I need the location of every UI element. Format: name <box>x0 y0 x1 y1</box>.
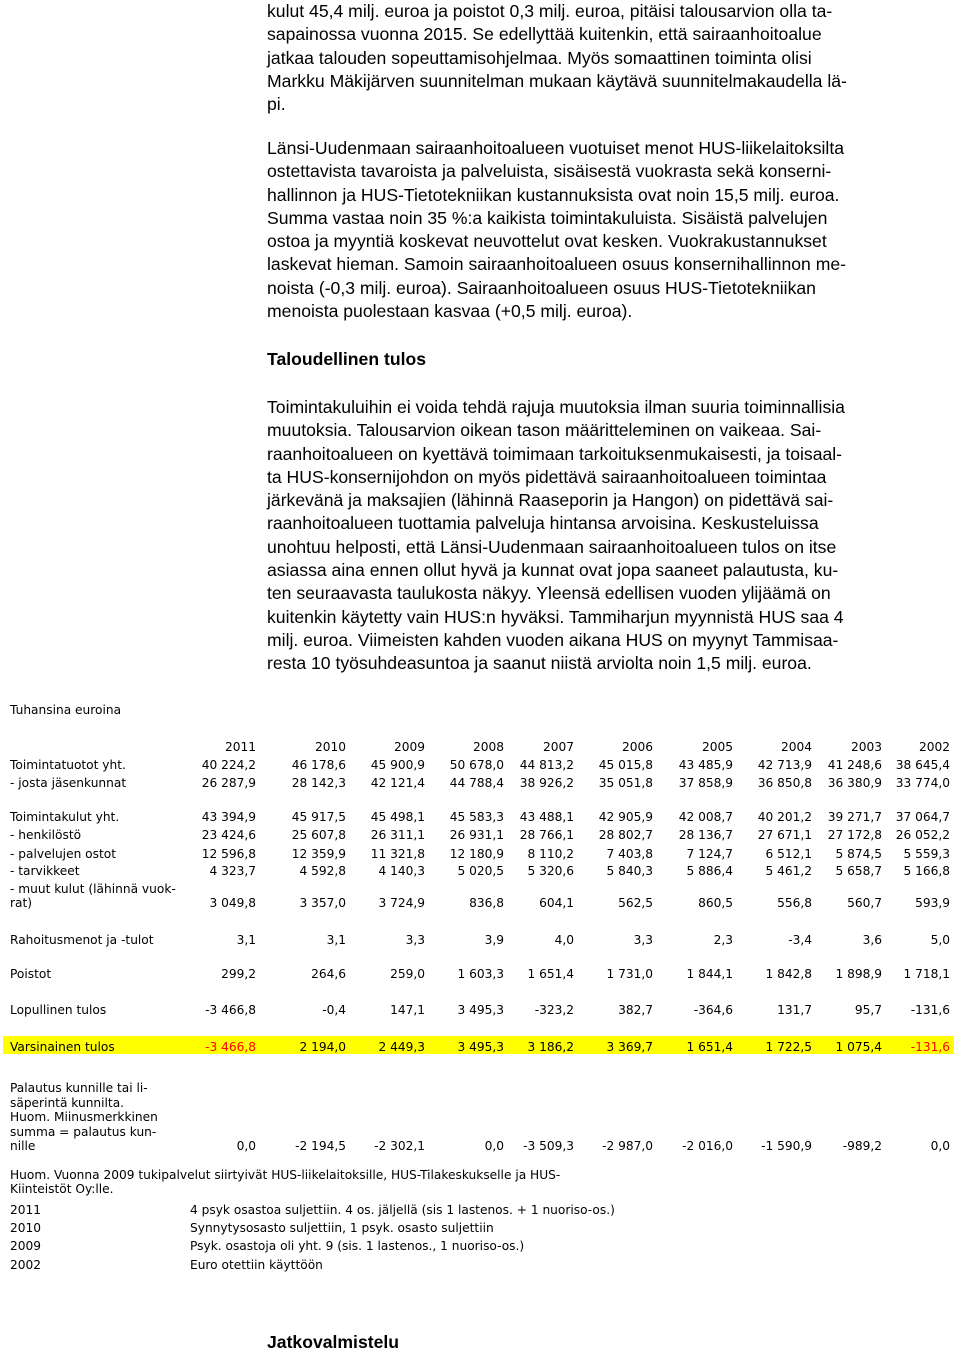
table-cell: 5 559,3 <box>903 847 950 861</box>
year-note-year: 2011 <box>10 1203 42 1217</box>
table-cell: -989,2 <box>842 1139 882 1153</box>
table-cell: 259,0 <box>390 967 425 981</box>
table-cell: 28 136,7 <box>678 828 733 842</box>
table-row <box>0 847 960 861</box>
table-cell: 40 224,2 <box>201 758 256 772</box>
table-cell: 3,9 <box>484 933 504 947</box>
table-row-label: Poistot <box>10 967 52 981</box>
table-cell: -2 194,5 <box>295 1139 346 1153</box>
table-cell: 37 064,7 <box>895 810 950 824</box>
table-cell: 27 671,1 <box>757 828 812 842</box>
table-cell: 42 713,9 <box>757 758 812 772</box>
table-cell: 50 678,0 <box>449 758 504 772</box>
table-row <box>0 776 960 790</box>
table-cell: -1 590,9 <box>761 1139 812 1153</box>
table-cell: 836,8 <box>469 896 504 910</box>
text-line: ta HUS-konsernijohdon on myös pidettävä sairaanhoitoalueen toimintaa <box>267 466 827 487</box>
table-cell: 27 172,8 <box>827 828 882 842</box>
table-cell: 0,0 <box>484 1139 504 1153</box>
text-line: ostoa ja myyntiä koskevat neuvottelut ovat kesken. Vuokrakustannukset <box>267 231 827 252</box>
table-cell: 5 020,5 <box>457 864 504 878</box>
table-cell: 44 788,4 <box>449 776 504 790</box>
table-row-label: Lopullinen tulos <box>10 1003 107 1017</box>
table-cell: 5,0 <box>930 933 950 947</box>
table-row-label: Varsinainen tulos <box>10 1040 115 1054</box>
text-line: noista (-0,3 milj. euroa). Sairaanhoitoalueen osuus HUS-Tietotekniikan <box>267 277 816 298</box>
table-cell: 28 142,3 <box>291 776 346 790</box>
table-cell: -323,2 <box>534 1003 574 1017</box>
table-cell: 1 898,9 <box>835 967 882 981</box>
year-header-cell: 2002 <box>918 740 950 754</box>
year-header-cell: 2008 <box>472 740 504 754</box>
table-cell: 5 461,2 <box>765 864 812 878</box>
text-line: jatkaa talouden sopeuttamisohjelmaa. Myös somaattinen toiminta olisi <box>267 47 812 68</box>
table-row-label: Huom. Miinusmerkkinen <box>10 1110 158 1124</box>
table-cell: 1 722,5 <box>765 1040 812 1054</box>
table-row <box>0 828 960 842</box>
table-note-line: Kiinteistöt Oy:lle. <box>10 1182 114 1196</box>
table-row-label: Rahoitusmenot ja -tulot <box>10 933 154 947</box>
table-cell: -3,4 <box>788 933 812 947</box>
table-row-label: - palvelujen ostot <box>10 847 116 861</box>
table-cell: 5 658,7 <box>835 864 882 878</box>
table-cell: 3 495,3 <box>457 1003 504 1017</box>
year-note-text: Euro otettiin käyttöön <box>190 1258 323 1272</box>
table-cell: 45 498,1 <box>370 810 425 824</box>
table-row <box>0 933 960 947</box>
year-header-cell: 2009 <box>393 740 425 754</box>
table-cell: -131,6 <box>910 1003 950 1017</box>
table-cell: 5 166,8 <box>903 864 950 878</box>
text-line: asiassa aina ennen ollut hyvä ja kunnat ovat jopa saaneet palautusta, ku- <box>267 560 839 581</box>
table-cell: 42 121,4 <box>370 776 425 790</box>
table-row-label: - muut kulut (lähinnä vuok- <box>10 881 176 896</box>
table-cell: 1 603,3 <box>457 967 504 981</box>
table-cell: 2,3 <box>713 933 733 947</box>
table-cell: 26 287,9 <box>201 776 256 790</box>
table-cell: 35 051,8 <box>598 776 653 790</box>
table-cell: 562,5 <box>618 896 653 910</box>
table-note <box>10 1168 560 1196</box>
table-cell: -3 466,8 <box>205 1040 256 1054</box>
year-note-year: 2009 <box>10 1239 42 1253</box>
text-line: Toimintakuluihin ei voida tehdä rajuja muutoksia ilman suuria toiminnallisia <box>267 397 845 417</box>
table-cell: 3,3 <box>405 933 425 947</box>
table-cell: -0,4 <box>322 1003 346 1017</box>
table-cell: 1 844,1 <box>686 967 733 981</box>
table-cell: 147,1 <box>390 1003 425 1017</box>
table-row-label: - josta jäsenkunnat <box>10 776 127 790</box>
table-cell: 4 592,8 <box>299 864 346 878</box>
text-line: muutoksia. Talousarvion oikean tason määritteleminen on vaikeaa. Sai- <box>267 420 822 441</box>
table-cell: 45 917,5 <box>291 810 346 824</box>
table-row <box>0 1040 960 1054</box>
year-note-year: 2002 <box>10 1258 42 1272</box>
year-header-cell: 2006 <box>621 740 653 754</box>
table-cell: 131,7 <box>777 1003 812 1017</box>
table-cell: 26 052,2 <box>895 828 950 842</box>
table-cell: -2 302,1 <box>374 1139 425 1153</box>
text-line: raanhoitoalueen on kyettävä toimimaan tarkoituksenmukaisesti, ja toisaal- <box>267 443 843 464</box>
table-cell: 28 766,1 <box>519 828 574 842</box>
table-row-label: Toimintakulut yht. <box>10 810 120 824</box>
table-cell: 11 321,8 <box>370 847 425 861</box>
table-cell: 3 495,3 <box>457 1040 504 1054</box>
table-row <box>0 864 960 878</box>
text-line: hallinnon ja HUS-Tietotekniikan kustannuksista ovat noin 15,5 milj. euroa. <box>267 184 840 205</box>
table-row-label: rat) <box>10 896 33 910</box>
table-cell: 1 842,8 <box>765 967 812 981</box>
table-cell: 26 931,1 <box>449 828 504 842</box>
table-row <box>0 758 960 772</box>
year-header-cell: 2003 <box>850 740 882 754</box>
table-cell: 2 449,3 <box>378 1040 425 1054</box>
table-cell: 3 724,9 <box>378 896 425 910</box>
table-cell: -364,6 <box>693 1003 733 1017</box>
table-row-label: - tarvikkeet <box>10 864 80 878</box>
table-cell: 1 718,1 <box>903 967 950 981</box>
text-line: milj. euroa. Viimeisten kahden vuoden aikana HUS on myynyt Tammisaa- <box>267 629 839 650</box>
table-cell: 3,1 <box>326 933 346 947</box>
table-cell: 5 320,6 <box>527 864 574 878</box>
table-cell: 95,7 <box>854 1003 882 1017</box>
table-year-header <box>0 740 960 754</box>
table-cell: 5 840,3 <box>606 864 653 878</box>
table-cell: -131,6 <box>910 1040 950 1054</box>
table-cell: 4 140,3 <box>378 864 425 878</box>
table-cell: 604,1 <box>539 896 574 910</box>
table-cell: 41 248,6 <box>827 758 882 772</box>
table-cell: 12 180,9 <box>449 847 504 861</box>
table-row <box>0 1139 960 1153</box>
text-line: unohtuu helposti, että Länsi-Uudenmaan sairaanhoitoalueen tulos on itse <box>267 536 837 557</box>
table-cell: 3,6 <box>862 933 882 947</box>
table-cell: -2 987,0 <box>602 1139 653 1153</box>
table-cell: 12 596,8 <box>201 847 256 861</box>
table-cell: 7 403,8 <box>606 847 653 861</box>
year-header-cell: 2005 <box>701 740 733 754</box>
table-cell: 43 488,1 <box>519 810 574 824</box>
table-cell: 37 858,9 <box>678 776 733 790</box>
table-cell: 1 075,4 <box>835 1040 882 1054</box>
table-cell: 1 651,4 <box>527 967 574 981</box>
table-cell: 28 802,7 <box>598 828 653 842</box>
text-line: laskevat hieman. Samoin sairaanhoitoalueen osuus konsernihallinnon me- <box>267 254 846 275</box>
table-cell: 593,9 <box>915 896 950 910</box>
table-row <box>0 810 960 824</box>
table-cell: 3 186,2 <box>527 1040 574 1054</box>
table-cell: 299,2 <box>221 967 256 981</box>
table-cell: 0,0 <box>236 1139 256 1153</box>
table-cell: 2 194,0 <box>299 1040 346 1054</box>
year-header-cell: 2011 <box>224 740 256 754</box>
table-cell: 38 926,2 <box>519 776 574 790</box>
table-cell: 42 008,7 <box>678 810 733 824</box>
text-line: kulut 45,4 milj. euroa ja poistot 0,3 milj. euroa, pitäisi talousarvion olla ta- <box>267 1 833 21</box>
table-cell: -3 466,8 <box>205 1003 256 1017</box>
table-cell: 5 886,4 <box>686 864 733 878</box>
year-note-text: 4 psyk osastoa suljettiin. 4 os. jäljellä (sis 1 lastenos. + 1 nuoriso-os.) <box>190 1203 615 1217</box>
table-row-label: Palautus kunnille tai li- <box>10 1081 148 1095</box>
table-cell: 43 485,9 <box>678 758 733 772</box>
table-cell: 560,7 <box>847 896 882 910</box>
table-cell: 1 651,4 <box>686 1040 733 1054</box>
year-note-year: 2010 <box>10 1221 42 1235</box>
table-cell: 5 874,5 <box>835 847 882 861</box>
table-cell: 3,3 <box>633 933 653 947</box>
text-line: Markku Mäkijärven suunnitelman mukaan käytävä suunnitelmakaudella lä- <box>267 70 847 91</box>
table-cell: 7 124,7 <box>686 847 733 861</box>
table-row-label: - henkilöstö <box>10 828 82 842</box>
table-cell: 36 380,9 <box>827 776 882 790</box>
table-cell: 264,6 <box>311 967 346 981</box>
table-row-label: säperintä kunnilta. <box>10 1095 125 1110</box>
table-cell: 1 731,0 <box>606 967 653 981</box>
table-cell: 45 015,8 <box>598 758 653 772</box>
table-cell: -3 509,3 <box>523 1139 574 1153</box>
table-unit-caption: Tuhansina euroina <box>10 703 122 717</box>
text-line: resta 10 työsuhdeasuntoa ja saanut niistä arviolta noin 1,5 milj. euroa. <box>267 653 812 674</box>
table-cell: 12 359,9 <box>291 847 346 861</box>
section-heading-financial-result: Taloudellinen tulos <box>267 349 426 369</box>
text-line: kuitenkin käytetty vain HUS:n hyväksi. Tammiharjun myynnistä HUS saa 4 <box>267 606 844 627</box>
table-cell: 43 394,9 <box>201 810 256 824</box>
text-line: ten seuraavasta taulukosta näkyy. Yleensä edellisen vuoden ylijäämä on <box>267 583 831 604</box>
table-row-label: Toimintatuotot yht. <box>10 758 126 772</box>
year-header-cell: 2007 <box>542 740 574 754</box>
text-line: Summa vastaa noin 35 %:a kaikista toimintakuluista. Sisäistä palvelujen <box>267 207 828 228</box>
year-header-cell: 2004 <box>780 740 812 754</box>
table-cell: 26 311,1 <box>370 828 425 842</box>
year-note-text: Synnytysosasto suljettiin, 1 psyk. osasto suljettiin <box>190 1221 494 1235</box>
table-cell: 3 369,7 <box>606 1040 653 1054</box>
table-cell: 4 323,7 <box>209 864 256 878</box>
table-cell: 46 178,6 <box>291 758 346 772</box>
table-cell: 33 774,0 <box>895 776 950 790</box>
table-row <box>0 896 960 910</box>
table-cell: -2 016,0 <box>682 1139 733 1153</box>
year-note-text: Psyk. osastoja oli yht. 9 (sis. 1 lastenos., 1 nuoriso-os.) <box>190 1239 525 1253</box>
text-line: järkevänä ja maksajien (lähinnä Raaseporin ja Hangon) on pidettävä sai- <box>267 490 834 511</box>
table-cell: 6 512,1 <box>765 847 812 861</box>
table-row-label: nille <box>10 1139 36 1153</box>
table-cell: 0,0 <box>930 1139 950 1153</box>
table-cell: 25 607,8 <box>291 828 346 842</box>
text-line: pi. <box>267 94 286 115</box>
table-cell: 38 645,4 <box>895 758 950 772</box>
text-line: raanhoitoalueen tuottamia palveluja hintansa arvoisina. Keskusteluissa <box>267 513 819 534</box>
table-cell: 382,7 <box>618 1003 653 1017</box>
text-line: ostettavista tavaroista ja palveluista, sisäisestä vuokrasta sekä konserni- <box>267 161 832 182</box>
table-cell: 42 905,9 <box>598 810 653 824</box>
table-row <box>0 1003 960 1017</box>
text-line: Länsi-Uudenmaan sairaanhoitoalueen vuotuiset menot HUS-liikelaitoksilta <box>267 138 845 158</box>
table-cell: 40 201,2 <box>757 810 812 824</box>
section-heading-next: Jatkovalmistelu <box>267 1332 400 1352</box>
table-cell: 39 271,7 <box>827 810 882 824</box>
table-cell: 556,8 <box>777 896 812 910</box>
table-cell: 3 357,0 <box>299 896 346 910</box>
text-line: sapainossa vuonna 2015. Se edellyttää kuitenkin, että sairaanhoitoalue <box>267 24 822 45</box>
table-cell: 3,1 <box>236 933 256 947</box>
table-cell: 3 049,8 <box>209 896 256 910</box>
table-cell: 45 900,9 <box>370 758 425 772</box>
table-row-label: summa = palautus kun- <box>10 1124 157 1139</box>
table-cell: 44 813,2 <box>519 758 574 772</box>
text-line: menoista puolestaan kasvaa (+0,5 milj. euroa). <box>267 301 633 322</box>
table-cell: 8 110,2 <box>527 847 574 861</box>
table-cell: 23 424,6 <box>201 828 256 842</box>
table-cell: 36 850,8 <box>757 776 812 790</box>
table-cell: 4,0 <box>554 933 574 947</box>
table-cell: 860,5 <box>698 896 733 910</box>
table-note-line: Huom. Vuonna 2009 tukipalvelut siirtyivät HUS-liikelaitoksille, HUS-Tilakeskukselle ja HUS- <box>10 1168 561 1182</box>
table-cell: 45 583,3 <box>449 810 504 824</box>
year-header-cell: 2010 <box>314 740 346 754</box>
table-row <box>0 967 960 981</box>
